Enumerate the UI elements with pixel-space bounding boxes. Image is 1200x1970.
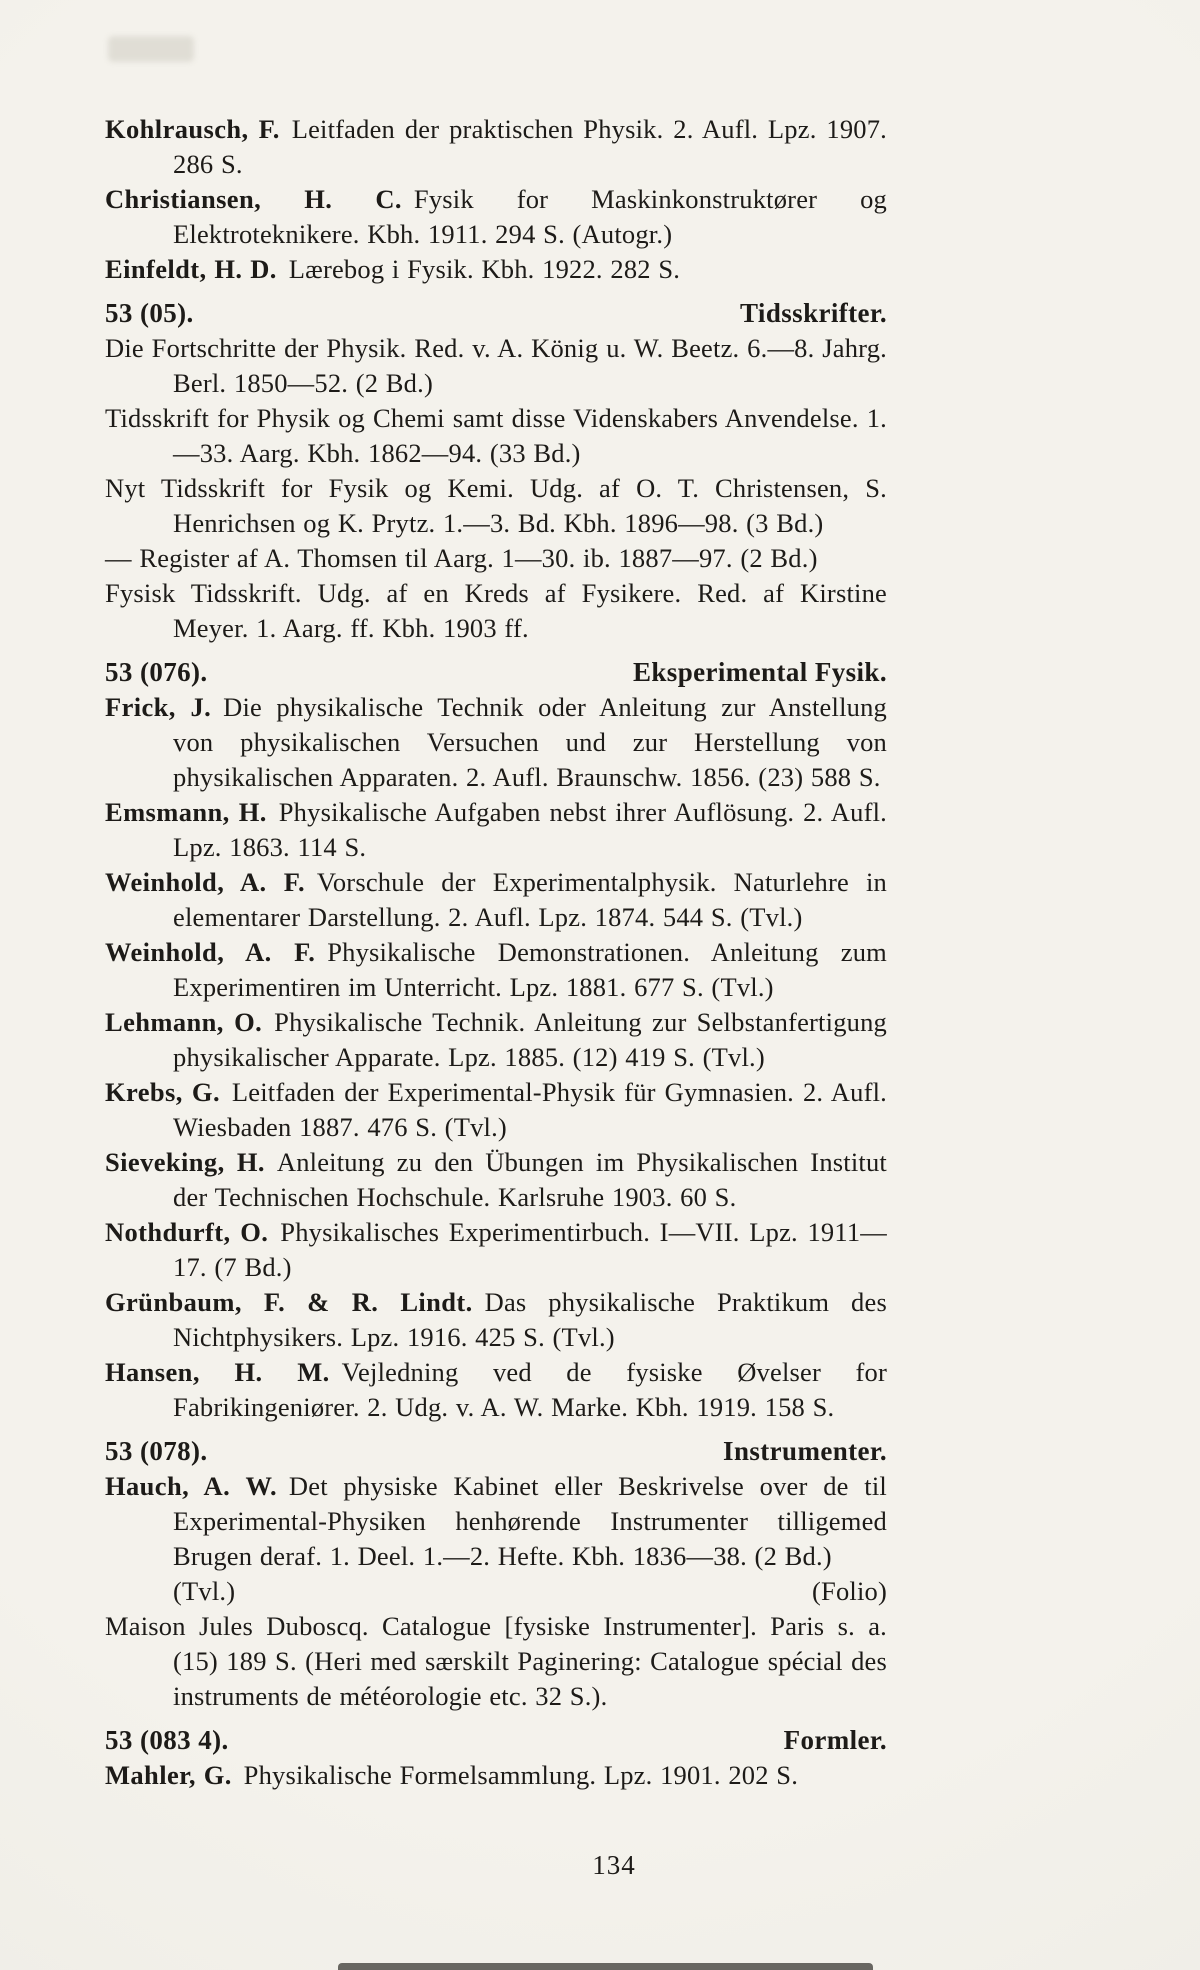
- bib-entry: [105, 690, 887, 795]
- section-code: 53 (083 4).: [105, 1725, 229, 1755]
- entry-author: Sieveking, H.: [105, 1147, 265, 1177]
- bib-entry: [105, 1469, 887, 1574]
- entry-text: Die physikalische Technik oder Anleitung zur Anstellung von physikalischen Versuchen und zur Herstellung von physikalischen Apparaten. 2. Aufl. Braunschw. 1856. (23) 588 S.: [173, 692, 887, 792]
- section-code: 53 (078).: [105, 1436, 208, 1466]
- bib-entry: [105, 865, 887, 935]
- bib-entry: [105, 1215, 887, 1285]
- entry-text: Fysisk Tidsskrift. Udg. af en Kreds af Fysikere. Red. af Kirstine Meyer. 1. Aarg. ff. Kbh. 1903 ff.: [105, 578, 887, 643]
- entry-author: Frick, J.: [105, 692, 212, 722]
- scan-smudge: [108, 36, 194, 62]
- bib-entry: [105, 331, 887, 401]
- bib-entry: [105, 401, 887, 471]
- section-code: 53 (05).: [105, 298, 194, 328]
- section-title: Tidsskrifter.: [740, 298, 887, 328]
- section-title: Instrumenter.: [723, 1436, 887, 1466]
- scan-artifact: [338, 1963, 873, 1970]
- section-title: Eksperimental Fysik.: [632, 657, 887, 687]
- entry-text: Anleitung zu den Übungen im Physikalischen Institut der Technischen Hochschule. Karlsruhe 1903. 60 S.: [173, 1147, 887, 1212]
- section-heading: [105, 1723, 887, 1758]
- bib-entry: [105, 1355, 887, 1425]
- entry-text: Lærebog i Fysik. Kbh. 1922. 282 S.: [288, 254, 681, 284]
- bib-entry: [105, 1075, 887, 1145]
- section-heading: [105, 1434, 887, 1469]
- entry-text: — Register af A. Thomsen til Aarg. 1—30. ib. 1887—97. (2 Bd.): [105, 543, 818, 573]
- bib-entry: [105, 252, 887, 287]
- entry-text: Vejledning ved de fysiske Øvelser for Fabrikingeniører. 2. Udg. v. A. W. Marke. Kbh. 1919. 158 S.: [173, 1357, 887, 1422]
- bib-entry: [105, 1145, 887, 1215]
- entry-continuation-line: [105, 1574, 887, 1609]
- entry-text: Physikalische Technik. Anleitung zur Selbstanfertigung physikalischer Apparate. Lpz. 1885. (12) 419 S. (Tvl.): [173, 1007, 887, 1072]
- entry-author: Kohlrausch, F.: [105, 114, 280, 144]
- entry-text: Fysik for Maskinkonstruktører og Elektroteknikere. Kbh. 1911. 294 S. (Autogr.): [173, 184, 887, 249]
- entry-text: Leitfaden der Experimental-Physik für Gymnasien. 2. Aufl. Wiesbaden 1887. 476 S. (Tvl.): [173, 1077, 887, 1142]
- bib-entry: [105, 795, 887, 865]
- bib-entry: [105, 1005, 887, 1075]
- bib-entry: [105, 112, 887, 182]
- entry-author: Nothdurft, O.: [105, 1217, 269, 1247]
- entry-author: Weinhold, A. F.: [105, 937, 316, 967]
- entry-text: Maison Jules Duboscq. Catalogue [fysiske Instrumenter]. Paris s. a. (15) 189 S. (Heri med særskilt Paginering: Catalogue spécial des instruments de météorologie etc. 32 S.).: [105, 1611, 887, 1711]
- section-title: Formler.: [783, 1725, 887, 1755]
- entry-text: Die Fortschritte der Physik. Red. v. A. König u. W. Beetz. 6.—8. Jahrg. Berl. 1850—52. (2 Bd.): [105, 333, 887, 398]
- folio-note: (Folio): [811, 1576, 887, 1606]
- entry-author: Lehmann, O.: [105, 1007, 263, 1037]
- bib-entry: [105, 541, 887, 576]
- section-heading: [105, 296, 887, 331]
- entry-text: Das physikalische Praktikum des Nichtphysikers. Lpz. 1916. 425 S. (Tvl.): [173, 1287, 887, 1352]
- entry-author: Christiansen, H. C.: [105, 184, 402, 214]
- entry-author: Krebs, G.: [105, 1077, 220, 1107]
- bib-entry: [105, 471, 887, 541]
- entry-text: Physikalische Formelsammlung. Lpz. 1901. 202 S.: [243, 1760, 799, 1790]
- entry-text: Physikalisches Experimentirbuch. I—VII. Lpz. 1911—17. (7 Bd.): [173, 1217, 887, 1282]
- bib-entry: [105, 576, 887, 646]
- entry-text: Tidsskrift for Physik og Chemi samt disse Videnskabers Anvendelse. 1.—33. Aarg. Kbh. 1862—94. (33 Bd.): [105, 403, 887, 468]
- section-heading: [105, 655, 887, 690]
- bib-entry: [105, 1758, 887, 1793]
- entry-author: Grünbaum, F. & R. Lindt.: [105, 1287, 473, 1317]
- bib-entry: [105, 935, 887, 1005]
- entry-text: Leitfaden der praktischen Physik. 2. Aufl. Lpz. 1907. 286 S.: [173, 114, 887, 179]
- bib-entry: [105, 1609, 887, 1714]
- entry-author: Hauch, A. W.: [105, 1471, 277, 1501]
- entry-text: Physikalische Aufgaben nebst ihrer Auflösung. 2. Aufl. Lpz. 1863. 114 S.: [173, 797, 887, 862]
- entry-author: Mahler, G.: [105, 1760, 232, 1790]
- bib-entry: [105, 182, 887, 252]
- entry-author: Hansen, H. M.: [105, 1357, 330, 1387]
- entry-author: Emsmann, H.: [105, 797, 267, 827]
- bibliography-text-block: [105, 112, 887, 1793]
- entry-text: Det physiske Kabinet eller Beskrivelse over de til Experimental-Physiken henhørende Instrumenter tilligemed Brugen deraf. 1. Deel. 1.—2. Hefte. Kbh. 1836—38. (2 Bd.): [173, 1471, 887, 1571]
- entry-text: Nyt Tidsskrift for Fysik og Kemi. Udg. af O. T. Christensen, S. Henrichsen og K. Prytz. 1.—3. Bd. Kbh. 1896—98. (3 Bd.): [105, 473, 887, 538]
- bib-entry: [105, 1285, 887, 1355]
- entry-author: Weinhold, A. F.: [105, 867, 305, 897]
- section-code: 53 (076).: [105, 657, 208, 687]
- tvl-note: (Tvl.): [173, 1576, 236, 1606]
- entry-author: Einfeldt, H. D.: [105, 254, 277, 284]
- entry-text: Physikalische Demonstrationen. Anleitung zum Experimentiren im Unterricht. Lpz. 1881. 677 S. (Tvl.): [173, 937, 887, 1002]
- entry-text: Vorschule der Experimentalphysik. Naturlehre in elementarer Darstellung. 2. Aufl. Lpz. 1874. 544 S. (Tvl.): [173, 867, 888, 932]
- page-number: 134: [592, 1850, 636, 1880]
